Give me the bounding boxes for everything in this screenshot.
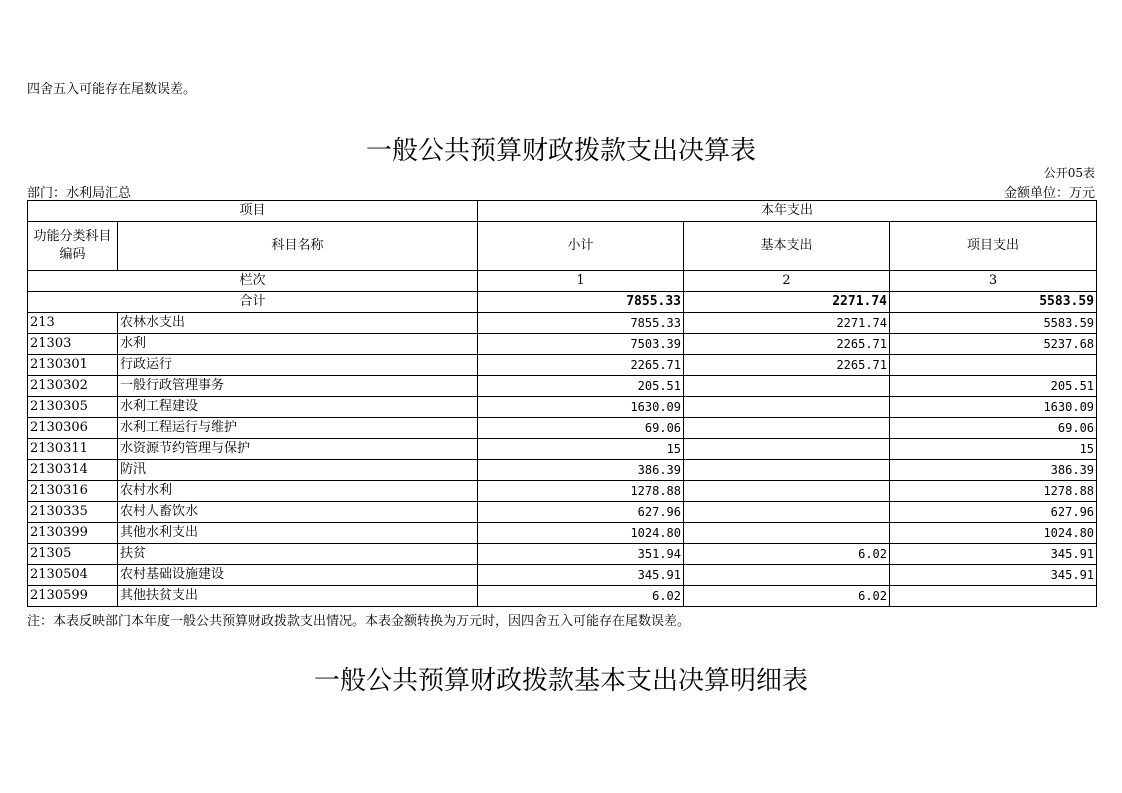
table-row [28,544,1097,565]
row-name: 水资源节约管理与保护 [118,439,478,460]
total-subtotal: 7855.33 [478,292,684,313]
row-program: 69.06 [890,418,1097,439]
row-basic: 2271.74 [684,313,890,334]
unit-label: 金额单位：万元 [1003,186,1095,201]
row-name: 其他扶贫支出 [118,586,478,607]
table-row [28,313,1097,334]
table-row [28,334,1097,355]
total-program: 5583.59 [890,292,1097,313]
row-name: 农村人畜饮水 [118,502,478,523]
row-code: 2130599 [28,586,118,607]
row-code: 2130504 [28,565,118,586]
row-subtotal: 205.51 [478,376,684,397]
header-row-1 [28,201,1097,222]
row-subtotal: 69.06 [478,418,684,439]
row-basic [684,397,890,418]
header-name: 科目名称 [118,222,478,271]
row-code: 213 [28,313,118,334]
row-subtotal: 7855.33 [478,313,684,334]
row-program: 1630.09 [890,397,1097,418]
row-program [890,586,1097,607]
row-program: 5583.59 [890,313,1097,334]
row-program: 15 [890,439,1097,460]
row-code: 21305 [28,544,118,565]
row-basic [684,376,890,397]
column-index-row [28,271,1097,292]
row-basic [684,502,890,523]
table-row [28,586,1097,607]
row-name: 农村水利 [118,481,478,502]
row-program: 1024.80 [890,523,1097,544]
header-current-year: 本年支出 [478,201,1097,222]
row-name: 防汛 [118,460,478,481]
column-label: 栏次 [28,271,478,292]
table-row [28,502,1097,523]
row-code: 21303 [28,334,118,355]
row-subtotal: 1630.09 [478,397,684,418]
header-project: 项目 [28,201,478,222]
row-code: 2130335 [28,502,118,523]
row-program: 5237.68 [890,334,1097,355]
row-code: 2130306 [28,418,118,439]
header-subtotal: 小计 [478,222,684,271]
row-basic: 2265.71 [684,334,890,355]
table-row [28,565,1097,586]
row-subtotal: 627.96 [478,502,684,523]
top-note: 四舍五入可能存在尾数误差。 [27,82,197,97]
row-subtotal: 345.91 [478,565,684,586]
column-index-3: 3 [890,271,1097,292]
row-name: 扶贫 [118,544,478,565]
table-row [28,355,1097,376]
row-subtotal: 1024.80 [478,523,684,544]
row-subtotal: 6.02 [478,586,684,607]
row-program: 1278.88 [890,481,1097,502]
header-row-2 [28,222,1097,271]
row-name: 水利工程运行与维护 [118,418,478,439]
form-number: 公开05表 [1043,166,1095,180]
total-basic: 2271.74 [684,292,890,313]
row-program: 345.91 [890,565,1097,586]
row-basic [684,565,890,586]
header-basic: 基本支出 [684,222,890,271]
row-basic: 6.02 [684,586,890,607]
row-basic [684,460,890,481]
page-title: 一般公共预算财政拨款支出决算表 [365,136,756,166]
row-code: 2130399 [28,523,118,544]
table-row [28,481,1097,502]
header-program: 项目支出 [890,222,1097,271]
column-index-2: 2 [684,271,890,292]
header-code: 功能分类科目编码 [28,222,118,271]
row-name: 水利工程建设 [118,397,478,418]
row-program: 386.39 [890,460,1097,481]
row-code: 2130316 [28,481,118,502]
row-name: 水利 [118,334,478,355]
row-basic: 6.02 [684,544,890,565]
table-row [28,397,1097,418]
row-name: 行政运行 [118,355,478,376]
row-subtotal: 1278.88 [478,481,684,502]
row-code: 2130311 [28,439,118,460]
next-table-title: 一般公共预算财政拨款基本支出决算明细表 [313,666,808,696]
row-subtotal: 7503.39 [478,334,684,355]
column-index-1: 1 [478,271,684,292]
footnote: 注：本表反映部门本年度一般公共预算财政拨款支出情况。本表金额转换为万元时，因四舍五入可能存在尾数误差。 [27,614,691,629]
row-basic [684,481,890,502]
row-code: 2130302 [28,376,118,397]
department-label: 部门：水利局汇总 [27,186,132,201]
row-code: 2130301 [28,355,118,376]
row-code: 2130305 [28,397,118,418]
table-row [28,523,1097,544]
row-basic [684,523,890,544]
row-program: 345.91 [890,544,1097,565]
row-name: 一般行政管理事务 [118,376,478,397]
row-basic [684,418,890,439]
row-basic [684,439,890,460]
row-code: 2130314 [28,460,118,481]
table-row [28,439,1097,460]
table-row [28,418,1097,439]
row-program: 627.96 [890,502,1097,523]
row-program: 205.51 [890,376,1097,397]
row-subtotal: 386.39 [478,460,684,481]
budget-table [27,200,1097,607]
row-subtotal: 15 [478,439,684,460]
row-name: 农林水支出 [118,313,478,334]
total-label: 合计 [28,292,478,313]
row-name: 农村基础设施建设 [118,565,478,586]
row-basic: 2265.71 [684,355,890,376]
row-name: 其他水利支出 [118,523,478,544]
row-subtotal: 351.94 [478,544,684,565]
row-program [890,355,1097,376]
table-row [28,376,1097,397]
table-row [28,460,1097,481]
total-row [28,292,1097,313]
row-subtotal: 2265.71 [478,355,684,376]
